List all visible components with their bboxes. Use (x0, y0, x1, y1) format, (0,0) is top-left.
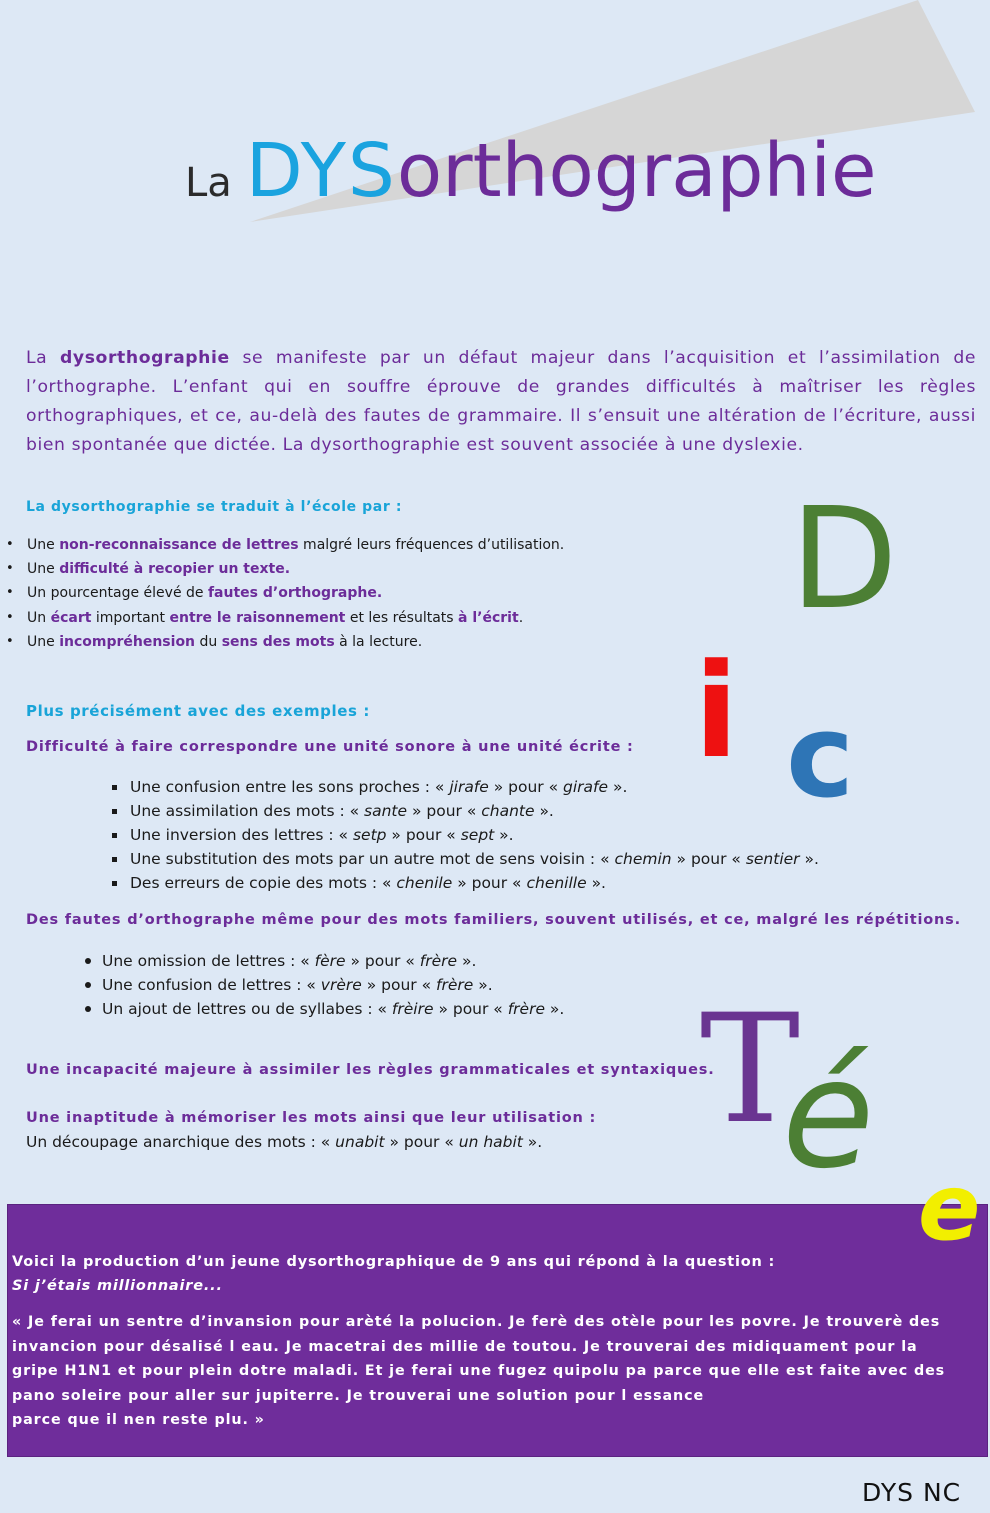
box-intro-text: Voici la production d’un jeune dysorthographique de 9 ans qui répond à la question : (12, 1254, 776, 1270)
page-title (185, 128, 877, 214)
examples-sub3: Une incapacité majeure à assimiler les règles grammaticales et syntaxiques. (26, 1062, 715, 1078)
intro-bold-term: dysorthographie (60, 348, 230, 368)
list-item: • Une difficulté à recopier un texte. (0, 557, 760, 581)
intro-paragraph (26, 344, 976, 460)
list-item: • Une incompréhension du sens des mots à la lecture. (0, 630, 760, 654)
examples-line4: Un découpage anarchique des mots : « unabit » pour « un habit ». (26, 1133, 543, 1151)
decorative-letter-t: T (700, 983, 801, 1157)
decorative-letter-e: e (918, 1154, 981, 1261)
list-item: Une confusion de lettres : « vrère » pour « frère ». (80, 973, 720, 997)
list-item: Une substitution des mots par un autre mot de sens voisin : « chemin » pour « sentier ». (108, 847, 868, 871)
box-quote-text: « Je ferai un sentre d’invansion pour arèté la polucion. Je ferè des otèle pour les povre. Je trouverè des invancion pour désalisé l eau. Je macetrai des millie de toutou. Je trouverai des midiquament pour la gripe H1N1 et pour plein dotre maladi. Et je ferai une fugez quipolu pa parce que elle est faite avec des pano soleire pour aller sur jupiterre. Je trouverai une solution pour l essance (12, 1314, 946, 1404)
decorative-letter-e-acute: é (782, 1028, 875, 1202)
examples-heading: Plus précisément avec des exemples : (26, 702, 370, 720)
list-item: • Un pourcentage élevé de fautes d’orthographe. (0, 581, 760, 605)
box-quote-end: parce que il nen reste plu. » (12, 1412, 265, 1428)
list-item: Une assimilation des mots : « sante » pour « chante ». (108, 799, 868, 823)
school-heading: La dysorthographie se traduit à l’école par : (26, 499, 403, 515)
box-intro (12, 1250, 775, 1298)
list-item: Un ajout de lettres ou de syllabes : « frèire » pour « frère ». (80, 997, 720, 1021)
examples-list1 (108, 775, 868, 895)
title-orthographie: orthographie (396, 128, 877, 214)
intro-pre: La (26, 348, 61, 368)
decorative-letter-c: c (786, 690, 855, 824)
intro-post: se manifeste par un défaut majeur dans l’acquisition et l’assimilation de l’orthographe. L’enfant qui en souffre éprouve de grandes difficultés à maîtriser les règles orthographiques, et ce, au-delà des fautes de grammaire. Il s’ensuit une altération de l’écriture, aussi bien spontanée que dictée. La dysorthographie est souvent associée à une dyslexie. (26, 348, 976, 455)
examples-sub4: Une inaptitude à mémoriser les mots ainsi que leur utilisation : (26, 1110, 597, 1126)
list-item: • Un écart important entre le raisonnement et les résultats à l’écrit. (0, 606, 760, 630)
list-item: • Une non-reconnaissance de lettres malgré leurs fréquences d’utilisation. (0, 533, 760, 557)
examples-sub2: Des fautes d’orthographe même pour des mots familiers, souvent utilisés, et ce, malgré les répétitions. (26, 912, 961, 928)
examples-list2 (80, 949, 720, 1021)
examples-sub1: Difficulté à faire correspondre une unité sonore à une unité écrite : (26, 739, 634, 755)
title-dys: DYS (245, 128, 397, 214)
school-list (0, 533, 760, 654)
box-question: Si j’étais millionnaire... (12, 1278, 223, 1294)
list-item: Une confusion entre les sons proches : « jirafe » pour « girafe ». (108, 775, 868, 799)
title-la: La (185, 160, 232, 206)
box-quote (12, 1310, 967, 1433)
footer-label: DYS NC (862, 1478, 962, 1507)
list-item: Des erreurs de copie des mots : « chenile » pour « chenille ». (108, 871, 868, 895)
decorative-letter-d: D (790, 478, 898, 641)
list-item: Une omission de lettres : « fère » pour « frère ». (80, 949, 720, 973)
decorative-letter-i: i (694, 635, 739, 787)
list-item: Une inversion des lettres : « setp » pour « sept ». (108, 823, 868, 847)
